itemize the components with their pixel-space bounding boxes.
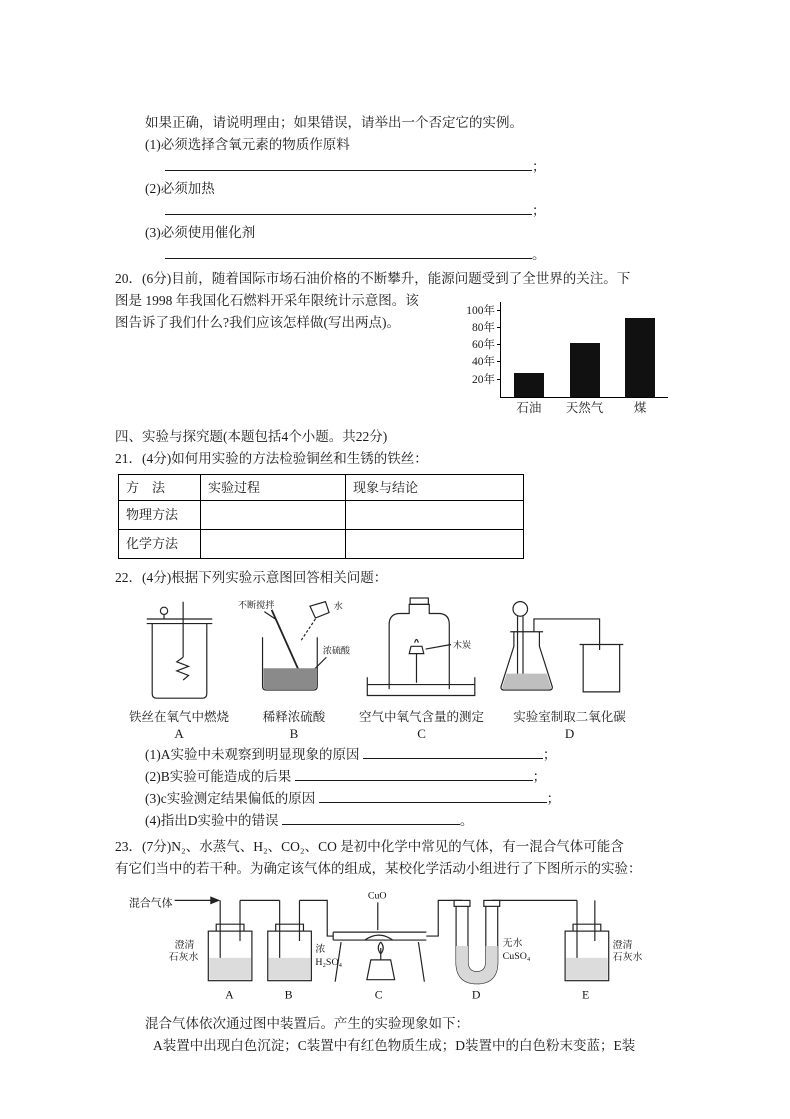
q22-question-1-text: (1)A实验中未观察到明显现象的原因: [145, 747, 360, 762]
q20-line3: 图告诉了我们什么?我们应该怎样做(写出两点)。: [115, 315, 400, 330]
x-tick-label: 煤: [633, 401, 647, 415]
q23-line4: A装置中出现白色沉淀；C装置中有红色物质生成；D装置中的白色粉末变蓝；E装: [153, 1038, 636, 1053]
q22-question-4: [145, 810, 690, 832]
bottle-e-label-line1: 澄清: [612, 939, 633, 951]
q22-figure-a: [129, 597, 229, 742]
bottle-a-label-line2: 石灰水: [168, 951, 199, 963]
q21-header-method: 方 法: [119, 475, 201, 501]
q22-caption-a: 铁丝在氧气中燃烧: [129, 710, 230, 724]
device-letter-d: D: [471, 987, 481, 1002]
q21-table: [118, 474, 524, 559]
q22-caption-d: 实验室制取二氧化碳: [513, 710, 626, 724]
y-tick-label: 60年: [472, 339, 495, 352]
bar-天然气: [570, 343, 600, 397]
mixed-gas-label: 混合气体: [129, 897, 173, 910]
q22-caption-b: 稀释浓硫酸: [262, 710, 326, 724]
q22-letter-b: B: [289, 726, 299, 741]
q22-letter-c: C: [417, 726, 426, 741]
answer-blank-row-1: [165, 156, 690, 178]
q22-blank-3: [319, 788, 547, 803]
q22-blank-1: [363, 744, 543, 759]
q22-punct-4: 。: [459, 813, 474, 828]
utube-label-line1: 无水: [502, 937, 523, 949]
q22-letter-a: A: [174, 726, 184, 741]
acid-label: 浓硫酸: [322, 645, 351, 656]
bottle-e-label-line2: 石灰水: [612, 951, 643, 963]
q22-punct-3: ；: [546, 791, 561, 806]
y-tick-mark: [497, 327, 501, 328]
water-label: 水: [333, 600, 343, 611]
stir-label: 不断搅拌: [237, 600, 275, 611]
q22-figure-b: [237, 597, 351, 742]
device-letter-c: C: [374, 987, 383, 1002]
x-tick-label: 石油: [516, 401, 542, 415]
device-letter-a: A: [225, 987, 234, 1002]
q21-row-label-physical: 物理方法: [119, 501, 201, 530]
q22-question-2-text: (2)B实验可能造成的后果: [145, 769, 292, 784]
bar-煤: [625, 318, 655, 397]
gas-bottle-iron-wire-figure: [134, 597, 225, 702]
q22-title: 22．(4分)根据下列实验示意图回答相关问题：: [115, 570, 388, 585]
q23-line1: 23．(7分)N₂、水蒸气、H₂、CO₂、CO 是初中化学中常见的气体，有一混合气体可能含: [115, 839, 624, 854]
q21-header-conclusion: 现象与结论: [346, 475, 524, 501]
q22-letter-d: D: [564, 726, 575, 741]
co2-generator-figure: [492, 597, 647, 702]
intro-prompt: 如果正确，请说明理由；如果错误，请举出一个否定它的实例。: [145, 115, 523, 130]
q22-question-3-text: (3)c实验测定结果偏低的原因: [145, 791, 316, 806]
device-letter-b: B: [284, 987, 293, 1002]
cuo-label: CuO: [367, 890, 387, 902]
q22-figure-d: [492, 597, 647, 742]
intro-item-2: (2)必须加热: [145, 181, 215, 196]
q20-line1: 20．(6分)目前，随着国际市场石油价格的不断攀升，能源问题受到了全世界的关注。下: [115, 271, 631, 286]
answer-blank-2: [165, 200, 532, 215]
y-tick-mark: [497, 379, 501, 380]
blank-punct-1: ；: [532, 159, 546, 174]
question-20: [115, 268, 690, 420]
answer-blank-1: [165, 156, 532, 171]
q21-cell-chemical-process: [201, 530, 346, 559]
q20-line2: 图是 1998 年我国化石燃料开采年限统计示意图。该: [115, 293, 419, 308]
q22-question-4-text: (4)指出D实验中的错误: [145, 813, 279, 828]
q21-cell-physical-conclusion: [346, 501, 524, 530]
intro-item-1: (1)必须选择含氧元素的物质作原料: [145, 137, 350, 152]
gas-train-figure: [129, 886, 689, 1004]
answer-blank-row-2: [165, 200, 690, 222]
utube-label-line2: CuSO₄: [502, 950, 531, 962]
q23-apparatus-train: [129, 886, 690, 1011]
device-letter-e: E: [581, 987, 590, 1002]
fuel-chart: [458, 294, 690, 420]
q21-header-process: 实验过程: [201, 475, 346, 501]
q22-blank-4: [282, 810, 460, 825]
q21-title: 21．(4分)如何用实验的方法检验铜丝和生锈的铁丝：: [115, 451, 428, 466]
q21-row-label-chemical: 化学方法: [119, 530, 201, 559]
q22-blank-2: [295, 766, 533, 781]
y-tick-label: 100年: [466, 304, 495, 317]
q21-row-chemical: [119, 530, 524, 559]
blank-punct-2: ；: [532, 203, 546, 218]
y-tick-label: 80年: [472, 321, 495, 334]
q21-row-physical: [119, 501, 524, 530]
y-tick-mark: [497, 361, 501, 362]
bar-石油: [514, 373, 544, 397]
y-tick-mark: [497, 310, 501, 311]
y-tick-label: 20年: [472, 373, 495, 386]
q21-cell-physical-process: [201, 501, 346, 530]
section-4-heading: 四、实验与探究题(本题包括4个小题。共22分): [115, 429, 388, 444]
bottle-b-label-line1: 浓: [315, 943, 326, 955]
q22-punct-2: ；: [532, 769, 547, 784]
bottle-b-label-line2: H₂SO₄: [315, 956, 343, 968]
y-tick-label: 40年: [472, 356, 495, 369]
answer-blank-3: [165, 244, 532, 259]
beaker-dilution-figure: [237, 597, 351, 702]
q22-figure-c: [359, 597, 484, 742]
bottle-a-label-line1: 澄清: [174, 939, 195, 951]
x-tick-label: 天然气: [565, 401, 604, 415]
intro-item-3: (3)必须使用催化剂: [145, 225, 256, 240]
answer-blank-row-3: [165, 244, 690, 266]
charcoal-label: 木炭: [452, 640, 472, 651]
q22-punct-1: ；: [542, 747, 557, 762]
q21-cell-chemical-conclusion: [346, 530, 524, 559]
q22-question-2: [145, 766, 690, 788]
q22-caption-c: 空气中氧气含量的测定: [359, 710, 485, 724]
q21-header-row: [119, 475, 524, 501]
q22-question-1: [145, 744, 690, 766]
blank-punct-3: 。: [532, 247, 546, 262]
q22-apparatus-row: [129, 597, 690, 742]
bell-jar-figure: [360, 597, 483, 702]
q22-question-3: [145, 788, 690, 810]
q23-line3: 混合气体依次通过图中装置后。产生的实验现象如下：: [145, 1016, 469, 1031]
y-tick-mark: [497, 344, 501, 345]
fuel-chart-plot: [466, 302, 668, 415]
q23-line2: 有它们当中的若干种。为确定该气体的组成，某校化学活动小组进行了下图所示的实验：: [115, 861, 642, 876]
